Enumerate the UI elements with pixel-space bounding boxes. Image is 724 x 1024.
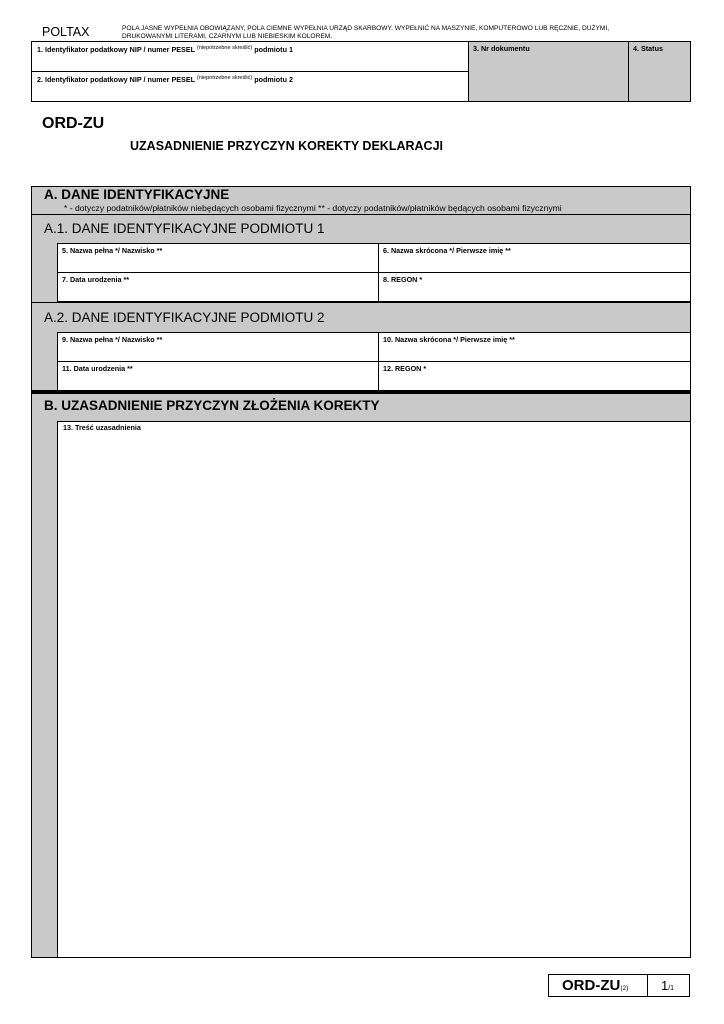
field-8-input[interactable]: [379, 284, 690, 301]
poltax-label: POLTAX: [42, 25, 90, 39]
field-8-label: 8. REGON *: [383, 275, 423, 284]
field-7-label: 7. Data urodzenia **: [62, 275, 130, 284]
field-11-input[interactable]: [58, 373, 377, 390]
field-5-input[interactable]: [58, 255, 377, 271]
fill-instructions: [122, 25, 609, 41]
field-9-input[interactable]: [58, 344, 377, 360]
field-13-label: 13. Treść uzasadnienia: [63, 423, 141, 432]
field-4-label: 4. Status: [633, 44, 663, 53]
section-b-title: B. UZASADNIENIE PRZYCZYN ZŁOŻENIA KOREKTY: [44, 398, 380, 413]
field-12-label: 12. REGON *: [383, 364, 427, 373]
section-a1-title: A.1. DANE IDENTYFIKACYJNE PODMIOTU 1: [44, 221, 325, 236]
field-9-label: 9. Nazwa pełna */ Nazwisko **: [62, 335, 163, 344]
divider: [31, 214, 691, 215]
form-title: UZASADNIENIE PRZYCZYN KOREKTY DEKLARACJI: [130, 139, 443, 153]
footer-page-number: 1/1: [661, 978, 675, 993]
field-7-input[interactable]: [58, 284, 377, 301]
form-code: ORD-ZU: [42, 115, 105, 132]
fill-instructions-line1: POLA JASNE WYPEŁNIA OBOWIĄZANY, POLA CIEMNE WYPEŁNIA URZĄD SKARBOWY. WYPEŁNIĆ NA MASZYNIE, KOMPUTEROWO LUB RĘCZNIE, DUŻYMI,: [122, 25, 610, 32]
divider: [31, 391, 691, 393]
field-6-input[interactable]: [379, 255, 690, 271]
divider: [57, 361, 691, 362]
field-2-input[interactable]: [32, 84, 467, 101]
divider: [647, 974, 648, 997]
section-a-title: A. DANE IDENTYFIKACYJNE: [44, 187, 230, 202]
footer-form-code: ORD-ZU(2): [562, 977, 629, 994]
field-3-label: 3. Nr dokumentu: [473, 44, 530, 53]
divider: [57, 272, 691, 273]
field-12-input[interactable]: [379, 373, 690, 390]
field-5-label: 5. Nazwa pełna */ Nazwisko **: [62, 246, 163, 255]
field-1-label: 1. Identyfikator podatkowy NIP / numer PESEL $^{(niepotrzebne skreślić)}$ podmiotu 1: [37, 45, 293, 54]
divider: [31, 71, 468, 72]
divider: [31, 302, 691, 303]
field-10-label: 10. Nazwa skrócona */ Pierwsze imię **: [383, 335, 515, 344]
fill-instructions-line2: DRUKOWANYMI LITERAMI, CZARNYM LUB NIEBIESKIM KOLOREM.: [122, 33, 333, 40]
section-a-note: * - dotyczy podatników/płatników niebędących osobami fizycznymi ** - dotyczy podatników/płatników będących osobami fizycznymi: [64, 203, 562, 213]
field-6-label: 6. Nazwa skrócona */ Pierwsze imię **: [383, 246, 511, 255]
field-1-input[interactable]: [32, 54, 467, 70]
field-2-label: 2. Identyfikator podatkowy NIP / numer PESEL $^{(niepotrzebne skreślić)}$ podmiotu 2: [37, 75, 293, 84]
field-11-label: 11. Data urodzenia **: [62, 364, 133, 373]
field-10-input[interactable]: [379, 344, 690, 360]
field-13-textarea[interactable]: [57, 421, 691, 958]
section-a2-title: A.2. DANE IDENTYFIKACYJNE PODMIOTU 2: [44, 310, 325, 325]
